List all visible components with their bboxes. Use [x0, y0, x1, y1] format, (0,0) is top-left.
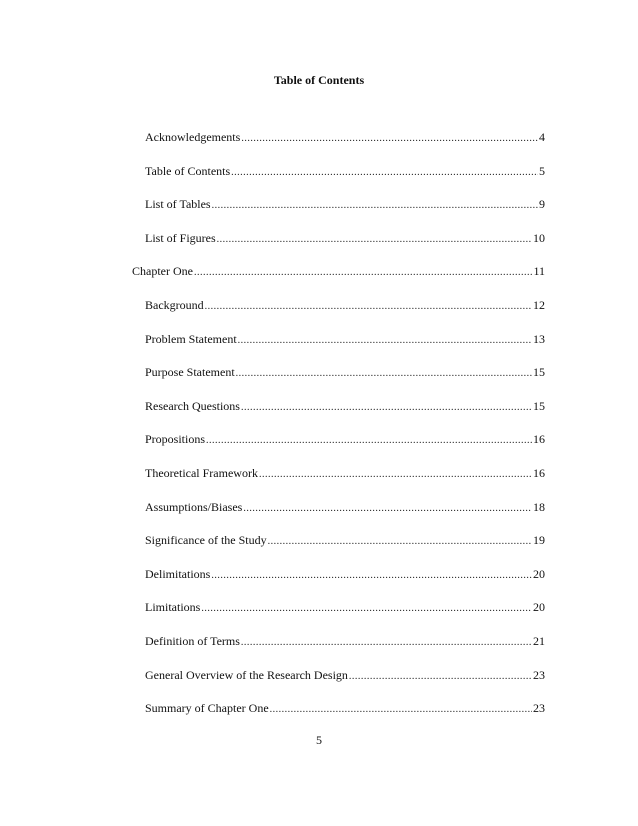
- toc-entry-label: List of Figures: [145, 231, 216, 245]
- toc-entry-page-number: 15: [533, 365, 545, 379]
- toc-entry-label: List of Tables: [145, 197, 211, 211]
- toc-entry-page-number: 20: [533, 600, 545, 614]
- toc-entry-page-number: 16: [533, 466, 545, 480]
- toc-dot-leader: [241, 636, 532, 648]
- toc-dot-leader: [205, 300, 532, 312]
- toc-dot-leader: [259, 468, 532, 480]
- toc-entry-label: Acknowledgements: [145, 130, 241, 144]
- toc-entry-page-number: 15: [533, 399, 545, 413]
- toc-entry: [145, 567, 545, 581]
- toc-entry-label: Background: [145, 298, 204, 312]
- toc-dot-leader: [194, 266, 532, 278]
- toc-entry: [145, 399, 545, 413]
- toc-dot-leader: [201, 602, 532, 614]
- toc-entry-label: Research Questions: [145, 399, 240, 413]
- toc-entry: [145, 332, 545, 346]
- toc-entry: [145, 130, 545, 144]
- toc-dot-leader: [211, 569, 532, 581]
- toc-entry-label: Summary of Chapter One: [145, 701, 269, 715]
- toc-entry-label: Chapter One: [132, 264, 193, 278]
- toc-entry-label: Theoretical Framework: [145, 466, 258, 480]
- toc-entry-page-number: 20: [533, 567, 545, 581]
- toc-entry-page-number: 19: [533, 533, 545, 547]
- toc-entry-page-number: 18: [533, 500, 545, 514]
- toc-entry-label: Purpose Statement: [145, 365, 235, 379]
- toc-entry-label: Problem Statement: [145, 332, 237, 346]
- toc-dot-leader: [217, 233, 532, 245]
- toc-entry: [145, 298, 545, 312]
- toc-entry-page-number: 4: [539, 130, 545, 144]
- toc-entry: [145, 701, 545, 715]
- toc-dot-leader: [243, 502, 532, 514]
- toc-entry-label: Propositions: [145, 432, 206, 446]
- toc-entry: [145, 533, 545, 547]
- toc-entry: [145, 231, 545, 245]
- toc-dot-leader: [238, 334, 532, 346]
- toc-entry-label: General Overview of the Research Design: [145, 668, 348, 682]
- toc-entry: [145, 500, 545, 514]
- toc-entry-label: Limitations: [145, 600, 201, 614]
- toc-entry: [145, 365, 545, 379]
- toc-dot-leader: [270, 703, 532, 715]
- toc-entry-page-number: 11: [533, 264, 545, 278]
- toc-entry-page-number: 9: [539, 197, 545, 211]
- page-number: 5: [316, 733, 322, 747]
- toc-entry-page-number: 23: [533, 701, 545, 715]
- toc-entry-page-number: 5: [539, 164, 545, 178]
- toc-entry: [145, 668, 545, 682]
- toc-entry-label: Table of Contents: [145, 164, 231, 178]
- toc-entry: [145, 634, 545, 648]
- toc-dot-leader: [268, 535, 532, 547]
- toc-entry-page-number: 10: [533, 231, 545, 245]
- toc-dot-leader: [231, 166, 538, 178]
- toc-dot-leader: [212, 199, 538, 211]
- toc-dot-leader: [236, 367, 532, 379]
- toc-entry: [145, 164, 545, 178]
- toc-entry-label: Significance of the Study: [145, 533, 267, 547]
- page-title: Table of Contents: [273, 73, 365, 87]
- toc-entry: [145, 197, 545, 211]
- toc-dot-leader: [206, 434, 532, 446]
- toc-entry-page-number: 23: [533, 668, 545, 682]
- toc-entry-page-number: 13: [533, 332, 545, 346]
- toc-entry-page-number: 21: [533, 634, 545, 648]
- toc-entry: [145, 600, 545, 614]
- toc-entry: [145, 466, 545, 480]
- toc-entry-label: Delimitations: [145, 567, 211, 581]
- toc-dot-leader: [349, 670, 532, 682]
- toc-entry-page-number: 16: [533, 432, 545, 446]
- toc-entry: [132, 264, 545, 278]
- toc-entry-page-number: 12: [533, 298, 545, 312]
- toc-entry: [145, 432, 545, 446]
- toc-entry-label: Definition of Terms: [145, 634, 240, 648]
- toc-dot-leader: [241, 401, 532, 413]
- toc-entry-label: Assumptions/Biases: [145, 500, 243, 514]
- toc-dot-leader: [241, 132, 538, 144]
